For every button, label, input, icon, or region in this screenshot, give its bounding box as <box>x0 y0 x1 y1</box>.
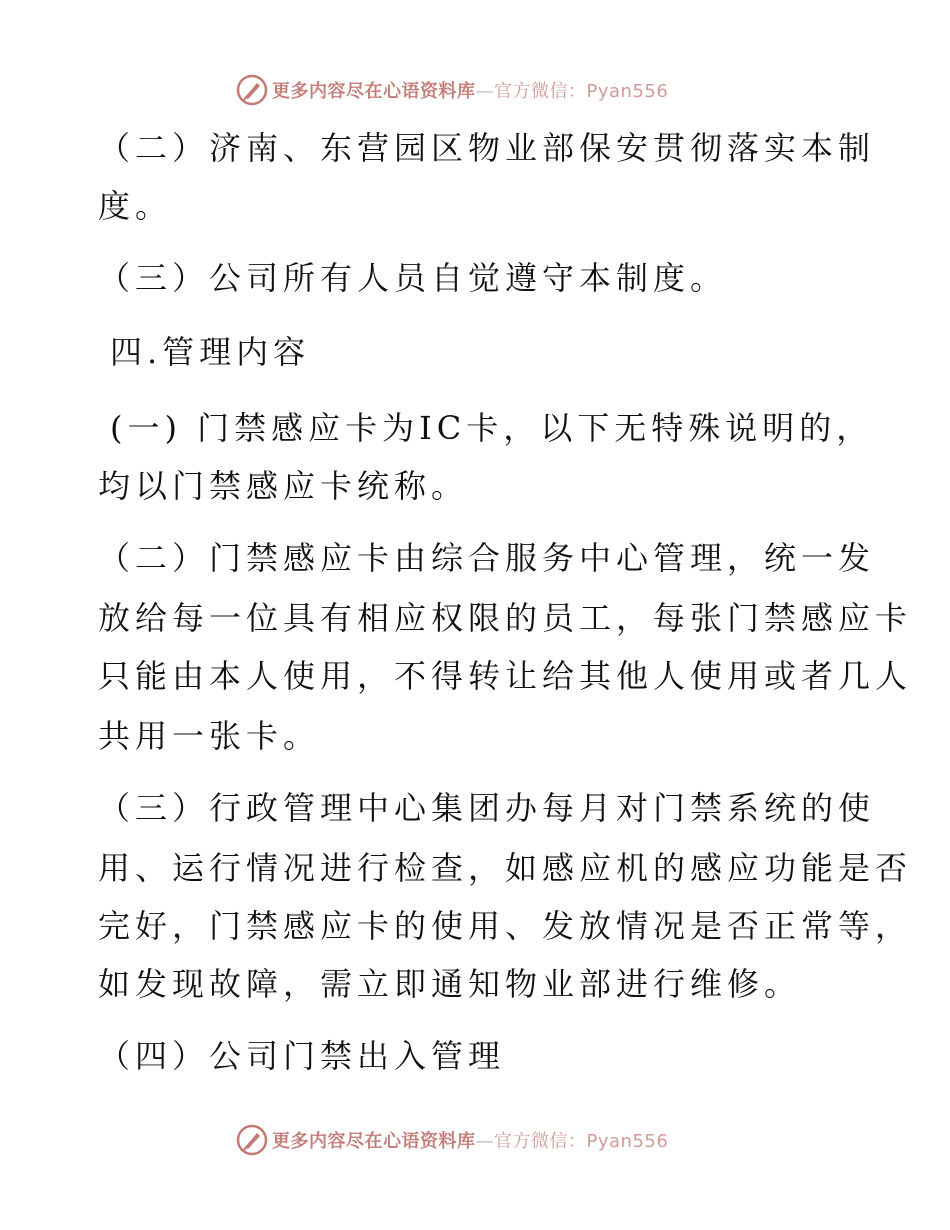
content-item-4: （四）公司门禁出入管理 <box>98 1037 506 1075</box>
watermark-text <box>272 77 668 103</box>
content-item-3-line-3: 完好，门禁感应卡的使用、发放情况是否正常等， <box>98 907 913 945</box>
watermark-site-text: 更多内容尽在心语资料库 <box>272 81 476 102</box>
watermark-wechat-text: 官方微信：Pyan556 <box>494 81 669 102</box>
content-item-2-line-4: 共用一张卡。 <box>98 717 321 755</box>
content-item-3-line-2: 用、运行情况进行检查，如感应机的感应功能是否 <box>98 849 913 887</box>
section-item-2-line-1: （二）济南、东营园区物业部保安贯彻落实本制 <box>98 129 876 167</box>
watermark-site-text: 更多内容尽在心语资料库 <box>272 1131 476 1152</box>
content-item-2-line-3: 只能由本人使用，不得转让给其他人使用或者几人 <box>98 657 913 695</box>
feather-pen-icon <box>236 74 268 106</box>
watermark-wechat-text: 官方微信：Pyan556 <box>494 1131 669 1152</box>
content-item-2-line-2: 放给每一位具有相应权限的员工，每张门禁感应卡 <box>98 599 913 637</box>
content-item-2-line-1: （二）门禁感应卡由综合服务中心管理，统一发 <box>98 539 876 577</box>
content-item-1-line-2: 均以门禁感应卡统称。 <box>98 467 469 505</box>
content-item-3-line-4: 如发现故障，需立即通知物业部进行维修。 <box>98 965 802 1003</box>
content-item-3-line-1: （三）行政管理中心集团办每月对门禁系统的使 <box>98 789 876 827</box>
section-item-2-line-2: 度。 <box>98 187 173 225</box>
watermark-text <box>272 1127 668 1153</box>
watermark-banner-top <box>236 72 668 108</box>
section-item-3: （三）公司所有人员自觉遵守本制度。 <box>98 259 728 297</box>
watermark-separator: — <box>475 1131 494 1152</box>
content-item-1-line-1: (一) 门禁感应卡为IC卡，以下无特殊说明的， <box>110 409 874 447</box>
watermark-banner-bottom <box>236 1122 668 1158</box>
feather-pen-icon <box>236 1124 268 1156</box>
watermark-separator: — <box>475 81 494 102</box>
section-heading-4: 四.管理内容 <box>110 333 311 371</box>
